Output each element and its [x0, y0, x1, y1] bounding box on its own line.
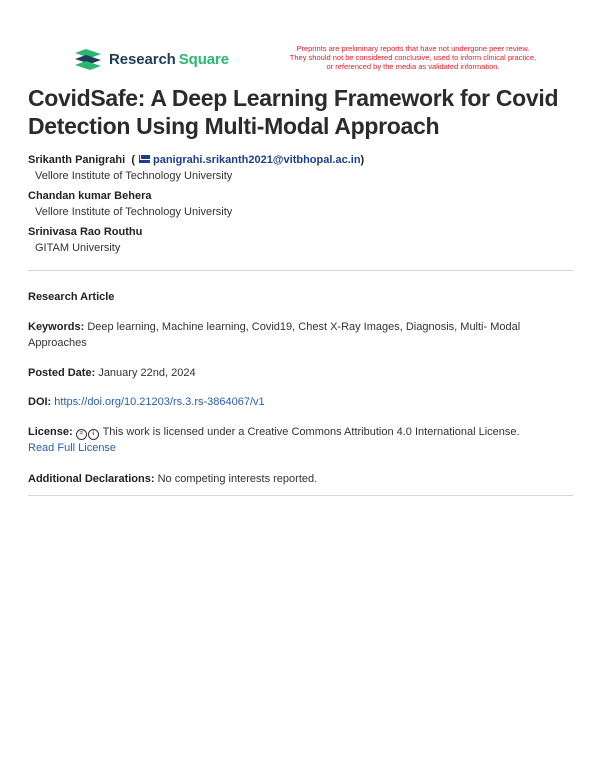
keywords-label: Keywords: — [28, 321, 85, 333]
doi-link[interactable]: https://doi.org/10.21203/rs.3.rs-3864067/v1 — [54, 396, 265, 408]
keywords — [28, 319, 573, 351]
author-affiliation: Vellore Institute of Technology University — [35, 170, 233, 182]
doi — [28, 394, 573, 410]
additional-declarations — [28, 471, 573, 487]
posted-date-value: January 22nd, 2024 — [98, 367, 196, 379]
disclaimer-line: They should not be considered conclusive, used to inform clinical practice, — [289, 53, 537, 62]
preprint-disclaimer — [268, 44, 558, 71]
envelope-icon — [139, 155, 150, 163]
posted-date-label: Posted Date: — [28, 367, 96, 379]
research-square-logo-icon — [74, 48, 102, 70]
author-name: Srinivasa Rao Routhu — [28, 226, 143, 238]
posted-date — [28, 365, 573, 381]
research-square-logo[interactable] — [74, 48, 229, 70]
author-name: Chandan kumar Behera — [28, 190, 152, 202]
keywords-value: Deep learning, Machine learning, Covid19, Chest X-Ray Images, Diagnosis, Multi- Modal Approaches — [28, 321, 521, 349]
author-name: Srikanth Panigrahi ( panigrahi.srikanth2021@vitbhopal.ac.in) — [28, 154, 365, 166]
author-email-link[interactable]: panigrahi.srikanth2021@vitbhopal.ac.in — [152, 154, 361, 166]
divider — [28, 270, 573, 271]
license-label: License: — [28, 426, 73, 438]
author-affiliation: GITAM University — [35, 242, 121, 254]
divider — [28, 495, 573, 496]
doi-label: DOI: — [28, 396, 52, 408]
read-full-license-link[interactable]: Read Full License — [28, 442, 117, 454]
license-text: This work is licensed under a Creative Commons Attribution 4.0 International License. — [102, 426, 520, 438]
disclaimer-line: Preprints are preliminary reports that have not undergone peer review. — [296, 44, 530, 53]
author-affiliation: Vellore Institute of Technology University — [35, 206, 233, 218]
author-list — [28, 152, 578, 260]
declarations-label: Additional Declarations: — [28, 473, 155, 485]
disclaimer-line: or referenced by the media as validated information. — [326, 62, 500, 71]
paper-title: CovidSafe: A Deep Learning Framework for Covid Detection Using Multi-Modal Approach — [28, 85, 559, 139]
declarations-value: No competing interests reported. — [157, 473, 318, 485]
license — [28, 424, 573, 456]
cc-icon: = — [76, 429, 87, 440]
article-type: Research Article — [28, 291, 115, 303]
by-icon: i — [88, 429, 99, 440]
header — [0, 44, 600, 80]
brand-name: Research Square — [109, 50, 230, 68]
